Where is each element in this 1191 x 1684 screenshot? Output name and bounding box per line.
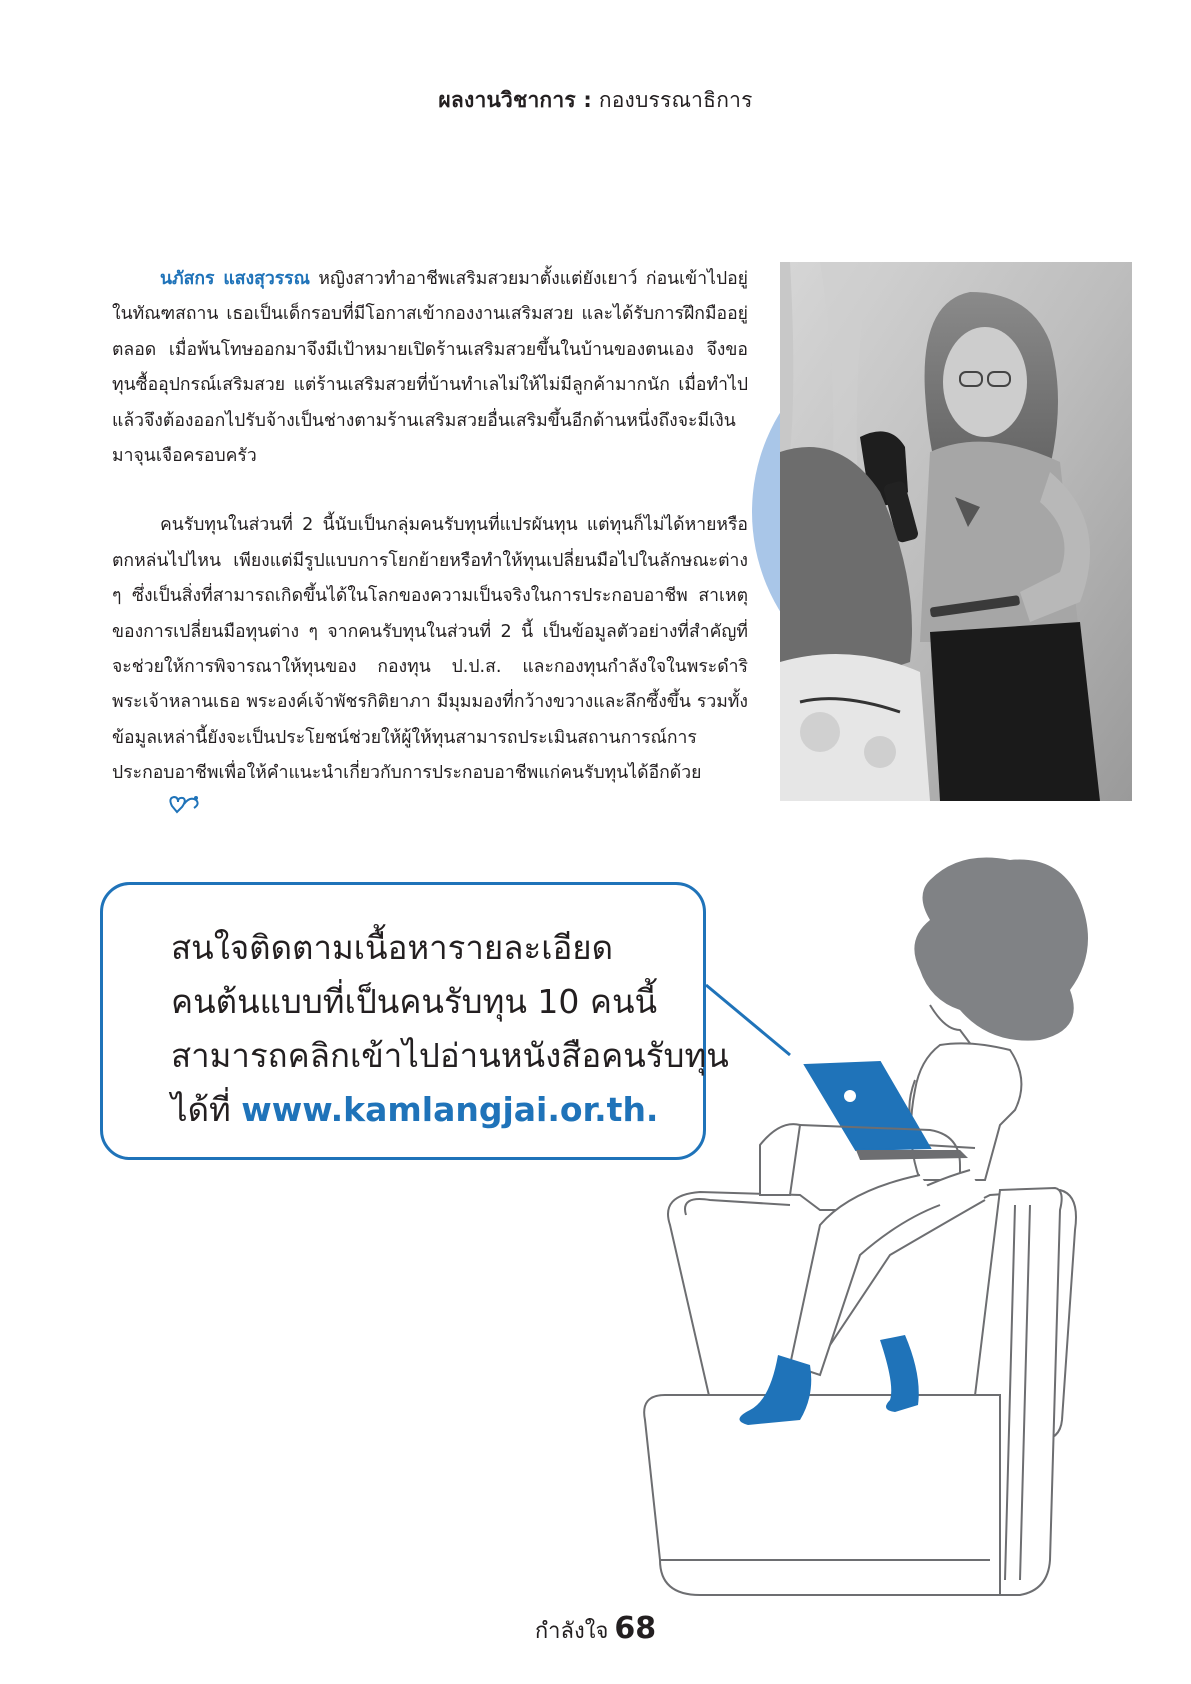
callout-line-2: คนต้นแบบที่เป็นคนรับทุน 10 คนนี้ <box>171 982 658 1021</box>
page-number: 68 <box>614 1611 657 1646</box>
header-section-label: ผลงานวิชาการ : <box>438 88 592 112</box>
callout-line-4 <box>171 1083 691 1137</box>
bubble-tail-icon <box>706 945 1191 1145</box>
paragraph-2-text: คนรับทุนในส่วนที่ 2 นี้นับเป็นกลุ่มคนรับทุนที่แปรผันทุน แต่ทุนก็ไม่ได้หายหรือตกหล่นไปไหน เพียงแต่มีรูปแบบการโยกย้ายหรือทำให้ทุนเปลี่ยนมือไปในลักษณะต่าง ๆ ซึ่งเป็นสิ่งที่สามารถเกิดขึ้นได้ในโลกของความเป็นจริงในการประกอบอาชีพ สาเหตุของการเปลี่ยนมือทุนต่าง ๆ จากคนรับทุนในส่วนที่ 2 นี้ เป็นข้อมูลตัวอย่างที่สำคัญที่จะช่วยให้การพิจารณาให้ทุนของ กองทุน ป.ป.ส. และกองทุนกำลังใจในพระดำริพระเจ้าหลานเธอ พระองค์เจ้าพัชรกิติยาภา มีมุมมองที่กว้างขวางและลึกซึ้งขึ้น รวมทั้งข้อมูลเหล่านี้ยังจะเป็นประโยชน์ช่วยให้ผู้ให้ทุนสามารถประเมินสถานการณ์การประกอบอาชีพเพื่อให้คำแนะนำเกี่ยวกับการประกอบอาชีพแก่คนรับทุนได้อีกด้วย <box>112 515 748 784</box>
callout-bubble <box>100 882 729 1160</box>
callout-line-1: สนใจติดตามเนื้อหารายละเอียด <box>171 928 614 967</box>
footer-label: กำลังใจ <box>534 1619 609 1644</box>
website-link[interactable]: www.kamlangjai.or.th. <box>241 1090 659 1129</box>
paragraph-1-text: หญิงสาวทำอาชีพเสริมสวยมาตั้งแต่ยังเยาว์ ก่อนเข้าไปอยู่ในทัณฑสถาน เธอเป็นเด็กรอบที่มีโอกาสเข้ากองงานเสริมสวย และได้รับการฝึกมืออยู่ตลอด เมื่อพ้นโทษออกมาจึงมีเป้าหมายเปิดร้านเสริมสวยขึ้นในบ้านของตนเอง จึงขอทุนซื้ออุปกรณ์เสริมสวย แต่ร้านเสริมสวยที่บ้านทำเลไม่ให้ไม่มีลูกค้ามากนัก เมื่อทำไปแล้วจึงต้องออกไปรับจ้างเป็นช่างตามร้านเสริมสวยอื่นเสริมขึ้นอีกด้านหนึ่งถึงจะมีเงินมาจุนเจือครอบครัว <box>112 269 748 467</box>
person-name: นภัสกร แสงสุวรรณ <box>160 269 310 289</box>
page-footer <box>0 1611 1191 1648</box>
header-department: กองบรรณาธิการ <box>598 88 753 112</box>
callout-line-3: สามารถคลิกเข้าไปอ่านหนังสือคนรับทุน <box>171 1036 729 1075</box>
callout-text <box>171 921 729 1137</box>
callout-url-prefix: ได้ที่ <box>171 1090 242 1129</box>
